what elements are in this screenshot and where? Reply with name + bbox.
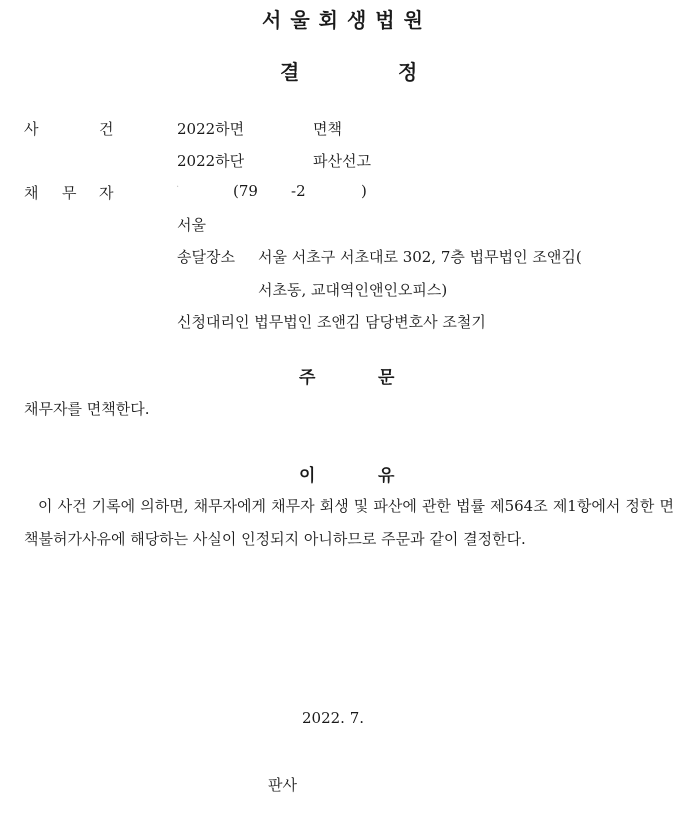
- decision-date: 2022. 7.: [302, 709, 365, 727]
- order-heading-char-2: 문: [378, 368, 395, 388]
- debtor-id-close: ): [361, 182, 367, 200]
- judge-label: 판사: [268, 776, 297, 794]
- doc-type-char-1: 결: [280, 60, 300, 84]
- agent-line: 신청대리인 법무법인 조앤김 담당변호사 조철기: [177, 313, 486, 331]
- debtor-id-part-1: (79: [233, 182, 258, 200]
- doc-type-char-2: 정: [398, 60, 418, 84]
- case-number-2: 2022하단: [177, 152, 245, 170]
- debtor-name-mark: ·: [176, 182, 180, 193]
- case-label-char-1: 사: [24, 120, 39, 138]
- order-text: 채무자를 면책한다.: [24, 400, 150, 418]
- reason-paragraph: 이 사건 기록에 의하면, 채무자에게 채무자 회생 및 파산에 관한 법률 제564조 제1항에서 정한 면책불허가사유에 해당하는 사실이 인정되지 아니하므로 주문과 같이 결정한다.: [24, 497, 674, 548]
- court-name: 서울회생법원: [262, 8, 432, 32]
- reason-heading-char-2: 유: [378, 466, 395, 486]
- case-number-2-type: 파산선고: [313, 152, 371, 170]
- case-label-char-2: 건: [99, 120, 114, 138]
- service-address-line-1: 서울 서초구 서초대로 302, 7층 법무법인 조앤김(: [258, 248, 582, 266]
- debtor-id-part-2: -2: [291, 182, 306, 200]
- case-number-1-type: 면책: [313, 120, 342, 138]
- reason-heading-char-1: 이: [299, 466, 316, 486]
- debtor-label-char-3: 자: [99, 184, 114, 202]
- service-address-line-2: 서초동, 교대역인앤인오피스): [258, 281, 448, 299]
- debtor-address: 서울: [177, 216, 206, 234]
- debtor-label-char-2: 무: [62, 184, 77, 202]
- debtor-label-char-1: 채: [24, 184, 39, 202]
- case-number-1: 2022하면: [177, 120, 245, 138]
- order-heading-char-1: 주: [299, 368, 316, 388]
- service-label: 송달장소: [177, 248, 235, 266]
